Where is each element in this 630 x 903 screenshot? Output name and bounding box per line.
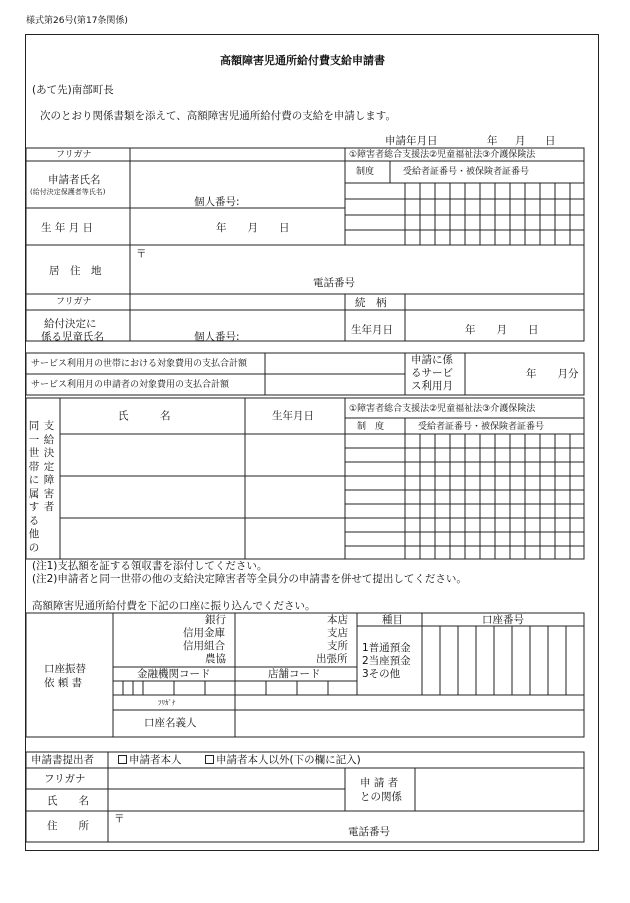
child-birth-label: 生年月日 [351,324,393,336]
inst-code-label: 金融機関コード [137,668,211,680]
relation-label: 続 柄 [355,297,387,309]
child-name-label-2: 係る児童氏名 [41,331,104,343]
address-label: 居 住 地 [49,265,102,277]
inst-type-shinkin: 信用金庫 [183,627,225,639]
inst-type-nokyo: 農協 [205,653,226,665]
branch-type-branch: 支店 [327,627,348,639]
others-law-options: ①障害者総合支援法②児童福祉法③介護保険法 [349,404,536,414]
postal-mark: 〒 [136,248,147,260]
household-expense-label: サービス利用月の世帯における対象費用の支払合計額 [31,359,248,369]
submitter-relation-label-1: 申 請 者 [360,777,399,789]
note-2: (注2)申請者と同一世帯の他の支給決定障害者等全員分の申請書を併せて提出してください。 [32,573,467,585]
branch-code-label: 店舗コード [268,668,321,680]
account-number-header: 口座番号 [482,614,524,626]
submitter-name-label: 氏 名 [47,795,89,807]
applicant-birth-ymd: 年 月 日 [216,222,290,234]
submitter-relation-label-2: との関係 [360,791,402,803]
law-options: ①障害者総合支援法②児童福祉法③介護保険法 [349,150,536,160]
system-label: 制度 [356,167,375,177]
others-name-header: 氏 名 [118,410,171,422]
child-furigana-label: フリガナ [56,297,92,307]
applicant-furigana-label: フリガナ [56,150,92,160]
holder-label: 口座名義人 [144,717,197,729]
child-my-number: 個人番号: [194,331,240,343]
applicant-name-label: 申請者氏名 [48,174,101,186]
submitter-other-label: 申請者本人以外(下の欄に記入) [216,754,361,766]
submitter-self-label: 申請者本人 [129,754,182,766]
note-1: (注1)支払額を証する領収書を添付してください。 [32,560,268,572]
account-type-other: 3その他 [362,668,401,680]
others-side-label-b: 支給決定障害者 [43,420,55,513]
holder-furigana-label: ﾌﾘｶﾞﾅ [158,699,176,707]
addressee: (あて先)南部町長 [32,84,114,96]
apply-month: 月 [515,135,526,147]
bank-intro: 高額障害児通所給付費を下記の口座に振り込んでください。 [32,600,316,612]
service-month-label-1: 申請に係 [411,354,453,366]
inst-type-shinkumi: 信用組合 [183,640,225,652]
others-birth-header: 生年月日 [272,410,314,422]
bank-label-2: 依 頼 書 [44,677,83,689]
submitter-label: 申請書提出者 [31,754,94,766]
account-type-ordinary: 1普通預金 [362,642,411,654]
submitter-address-label: 住 所 [47,820,89,832]
child-name-label-1: 給付決定に [44,318,97,330]
submitter-self-checkbox[interactable] [118,755,127,764]
service-month-label-2: るサービ [411,367,453,379]
submitter-furigana-label: フリガナ [44,773,86,785]
applicant-birth-label: 生 年 月 日 [41,222,94,234]
branch-type-agency: 出張所 [316,653,348,665]
submitter-postal-mark: 〒 [114,813,125,825]
form-title: 高額障害児通所給付費支給申請書 [220,54,385,67]
cert-no-label: 受給者証番号・被保険者証番号 [403,167,530,177]
apply-year: 年 [487,135,498,147]
account-type-current: 2当座預金 [362,655,411,667]
form-number: 様式第26号(第17条関係) [26,16,128,26]
branch-type-main: 本店 [327,614,348,626]
others-side-label-a: 同一世帯に属する他の [28,420,40,554]
applicant-my-number: 個人番号: [194,196,240,208]
others-system-label: 制 度 [357,422,385,432]
service-year-month: 年 月分 [526,368,579,380]
submitter-phone-label: 電話番号 [348,826,390,838]
branch-type-office: 支所 [327,640,348,652]
applicant-phone-label: 電話番号 [313,277,355,289]
child-birth-ymd: 年 月 日 [465,324,539,336]
applicant-expense-label: サービス利用月の申請者の対象費用の支払合計額 [31,380,230,390]
service-month-label-3: ス利用月 [411,380,453,392]
submitter-other-checkbox[interactable] [205,755,214,764]
bank-label-1: 口座振替 [44,663,86,675]
intro-text: 次のとおり関係書類を添えて、高額障害児通所給付費の支給を申請します。 [40,110,396,122]
account-type-header: 種目 [382,614,403,626]
inst-type-bank: 銀行 [205,614,226,626]
others-cert-no-label: 受給者証番号・被保険者証番号 [418,422,545,432]
applicant-name-note: (給付決定保護者等氏名) [30,188,106,196]
apply-date-label: 申請年月日 [385,135,438,147]
apply-day: 日 [545,135,556,147]
